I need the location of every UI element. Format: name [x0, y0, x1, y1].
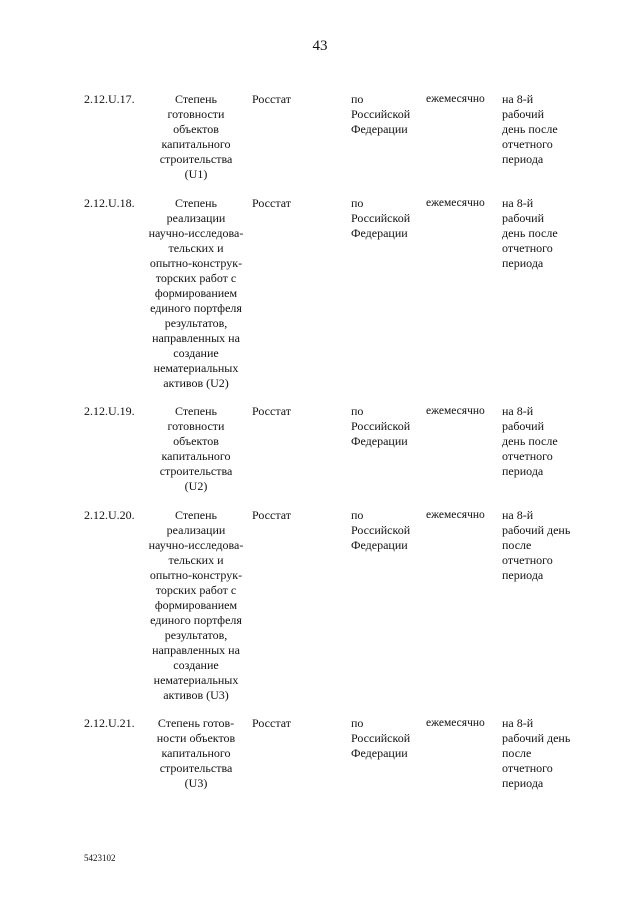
- indicator-source: Росстат: [252, 92, 291, 106]
- table-row: [0, 92, 640, 196]
- table-row: [0, 404, 640, 508]
- indicator-code: 2.12.U.18.: [84, 196, 135, 210]
- table-row: [0, 508, 640, 716]
- indicator-name: Степень готовности объектов капитального строительства (U1): [159, 92, 233, 181]
- indicator-name: Степень реализации научно-исследова- тельских и опытно-конструк- торских работ с формированием единого портфеля результатов, направленных на создание нематериальных активов (U3): [148, 508, 244, 702]
- indicator-frequency: ежемесячно: [426, 197, 485, 209]
- indicator-code: 2.12.U.21.: [84, 716, 135, 730]
- indicator-frequency: ежемесячно: [426, 405, 485, 417]
- indicator-name: Степень готов- ности объектов капитального строительства (U3): [156, 716, 236, 790]
- indicator-table: [0, 92, 640, 820]
- indicator-name: Степень готовности объектов капитального строительства (U2): [159, 404, 233, 493]
- indicator-level: по Российской Федерации: [351, 508, 411, 552]
- indicator-level: по Российской Федерации: [351, 404, 411, 448]
- document-id: 5423102: [84, 853, 116, 863]
- indicator-level: по Российской Федерации: [351, 92, 411, 136]
- page-number: 43: [312, 38, 328, 54]
- indicator-name: Степень реализации научно-исследова- тельских и опытно-конструк- торских работ с формированием единого портфеля результатов, направленных на создание нематериальных активов (U2): [148, 196, 244, 390]
- indicator-code: 2.12.U.19.: [84, 404, 135, 418]
- indicator-term: на 8-й рабочий день после отчетного периода: [502, 716, 571, 790]
- indicator-term: на 8-й рабочий день после отчетного периода: [502, 92, 558, 166]
- indicator-source: Росстат: [252, 716, 291, 730]
- indicator-source: Росстат: [252, 196, 291, 210]
- indicator-source: Росстат: [252, 404, 291, 418]
- indicator-code: 2.12.U.20.: [84, 508, 135, 522]
- indicator-term: на 8-й рабочий день после отчетного периода: [502, 404, 558, 478]
- table-row: [0, 716, 640, 820]
- indicator-code: 2.12.U.17.: [84, 92, 135, 106]
- indicator-term: на 8-й рабочий день после отчетного периода: [502, 508, 571, 582]
- indicator-frequency: ежемесячно: [426, 717, 485, 729]
- indicator-term: на 8-й рабочий день после отчетного периода: [502, 196, 558, 270]
- indicator-level: по Российской Федерации: [351, 716, 411, 760]
- indicator-frequency: ежемесячно: [426, 93, 485, 105]
- indicator-frequency: ежемесячно: [426, 509, 485, 521]
- table-row: [0, 196, 640, 404]
- indicator-level: по Российской Федерации: [351, 196, 411, 240]
- indicator-source: Росстат: [252, 508, 291, 522]
